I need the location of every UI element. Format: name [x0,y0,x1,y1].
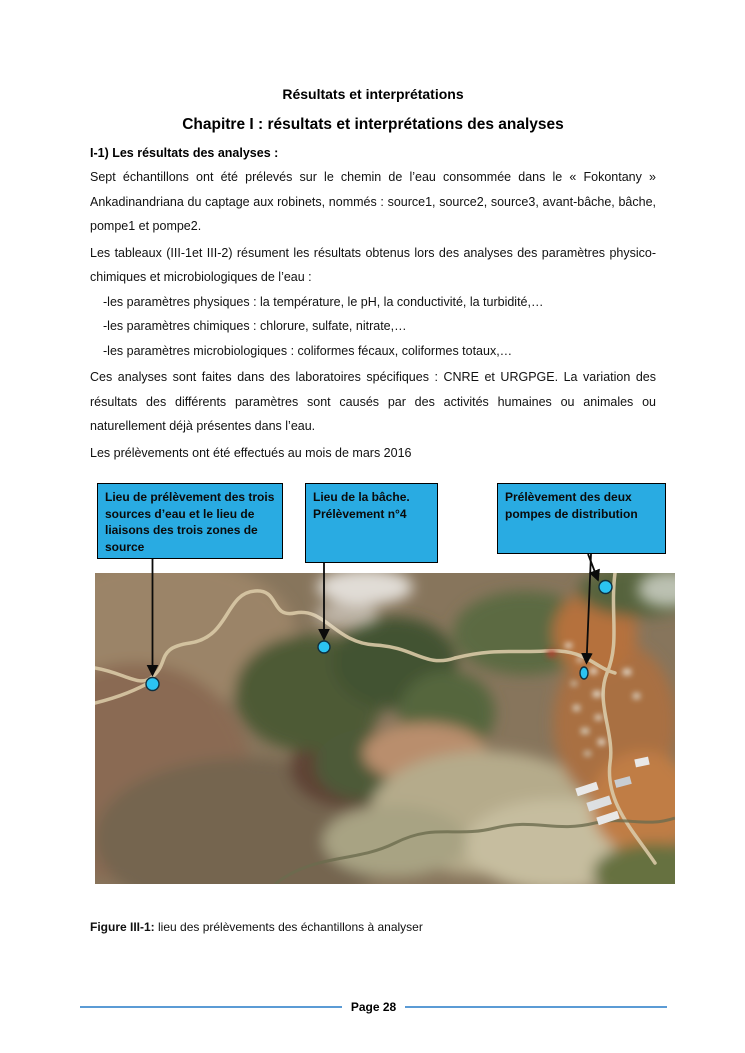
callout-pompes: Prélèvement des deux pompes de distribution [497,483,666,554]
paragraph: Les prélèvements ont été effectués au mois de mars 2016 [90,445,412,460]
parameter-list [90,290,656,364]
callout-bache: Lieu de la bâche. Prélèvement n°4 [305,483,438,563]
list-item: -les paramètres chimiques : chlorure, sulfate, nitrate,… [103,319,407,333]
section-heading: I-1) Les résultats des analyses : [90,146,279,160]
figure-caption [90,918,423,936]
page-number: Page 28 [350,1000,397,1014]
page-footer [80,998,667,1016]
page-content [90,84,656,465]
satellite-map-art [95,573,675,884]
figure-iii-1 [0,483,745,884]
footer-rule-right [405,1006,667,1008]
footer-rule-left [80,1006,342,1008]
chapter-heading: Chapitre I : résultats et interprétations des analyses [182,116,564,133]
list-item: -les paramètres microbiologiques : coliformes fécaux, coliformes totaux,… [103,343,513,358]
paragraph: Les tableaux (III-1et III-2) résument les résultats obtenus lors des analyses des paramètres physico-chimiques et microbiologiques de l’eau : [90,245,656,284]
paragraph: Sept échantillons ont été prélevés sur le chemin de l’eau consommée dans le « Fokontany » Ankadinandriana du captage aux robinets, nommés : source1, source2, source3, avant-bâche, bâche, pompe1 et pompe2. [90,170,656,233]
satellite-map [95,573,675,884]
list-item: -les paramètres physiques : la température, le pH, la conductivité, la turbidité,… [103,294,544,309]
figure-caption-label: Figure III-1: [90,920,155,934]
callout-sources: Lieu de prélèvement des trois sources d’eau et le lieu de liaisons des trois zones de source [97,483,283,559]
paragraph: Ces analyses sont faites dans des laboratoires spécifiques : CNRE et URGPGE. La variation des résultats des différents paramètres sont causés par des activités humaines ou animales ou naturellement déjà présentes dans l’eau. [90,370,656,433]
figure-caption-text: lieu des prélèvements des échantillons à analyser [154,920,423,934]
page-title: Résultats et interprétations [282,86,464,102]
